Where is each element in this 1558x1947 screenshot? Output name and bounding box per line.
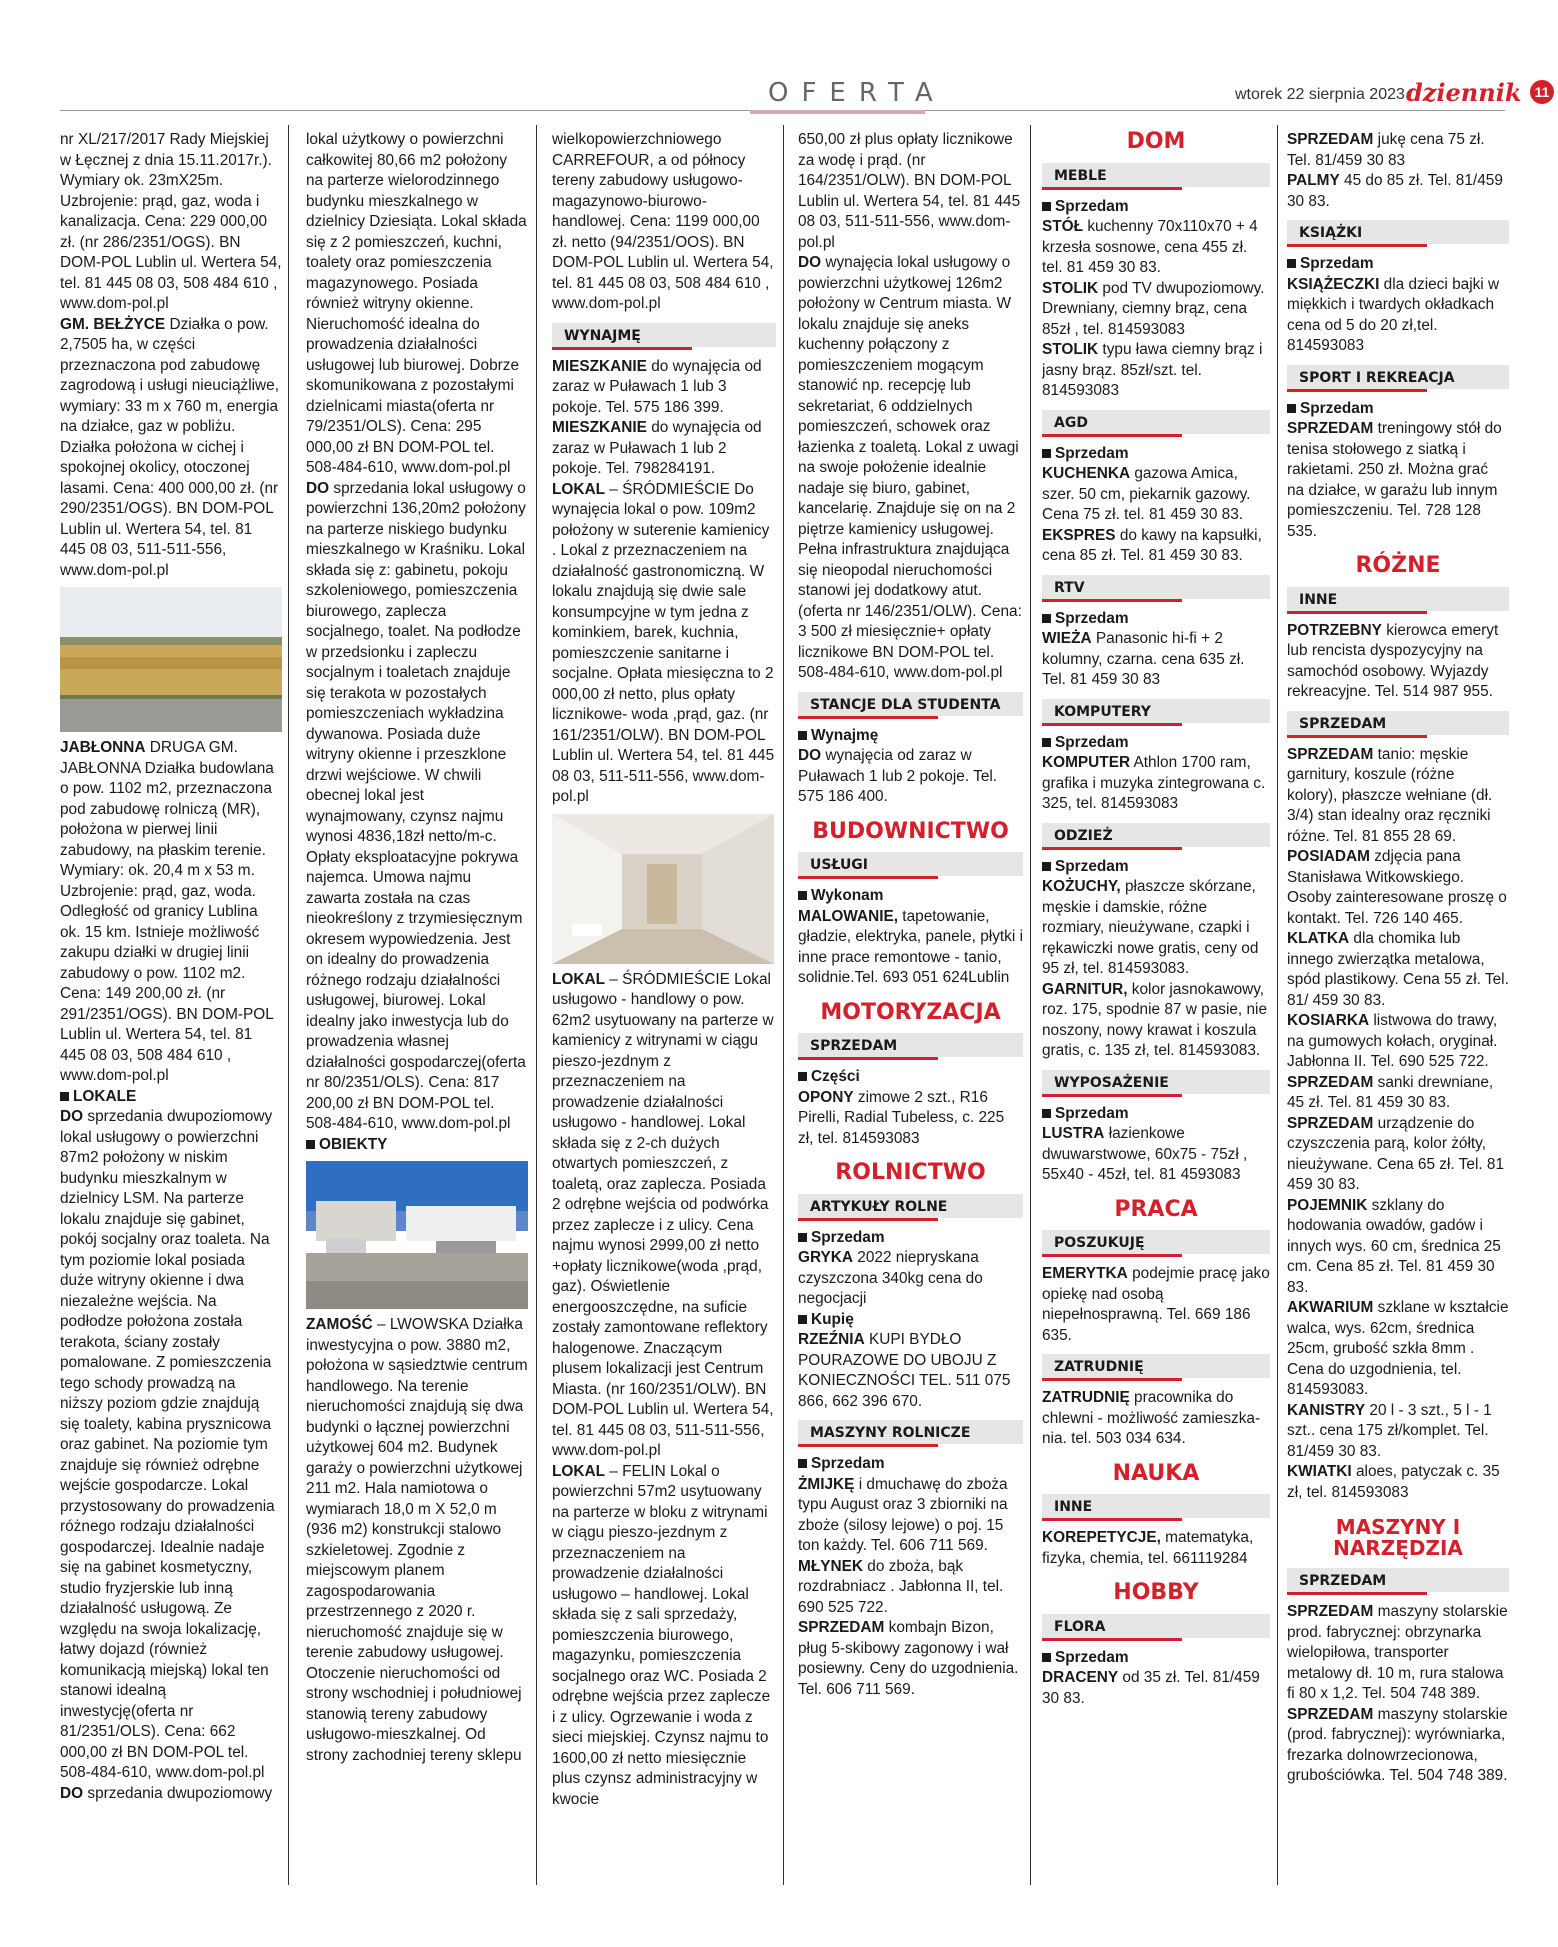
ad-item: KOMPUTER Athlon 1700 ram, grafika i muzyka zintegrowana c. 325, tel. 814593083 [1042,754,1266,812]
ad-item: KOSIARKA listwowa do trawy, na gumowych kołach, oryginał. Jabłonna II. Tel. 690 525 722. [1287,1012,1498,1070]
category-rtv: RTV [1042,575,1270,599]
page-header [55,72,1550,112]
ad-item: MIESZKANIE do wynajęcia od zaraz w Puławach 1 lub 3 pokoje. Tel. 575 186 399. [552,357,762,416]
column-divider [536,125,537,1885]
ad-item: LOKAL – ŚRÓDMIEŚCIE Do wynajęcia lokal o pow. 109m2 położony w suterenie kamienicy . Lokal z przeznaczeniem na działalność gastronomiczną. W lokalu znajdują się dwie sale konsumpcyjne w tym jedna z kominkiem, barek, kuchnia, pomieszczenie sanitarne i socjalne. Opłata miesięczna to 2 000,00 zł netto, plus opłaty licznikowe- woda ,prąd, gaz. (nr 161/2351/OLW). BN DOM-POL Lublin ul. Wertera 54, tel. 81 445 08 03, 511-511-556, www.dom-pol.pl [552,480,775,805]
section-title-underline [750,110,925,114]
ad-item: POTRZEBNY kierowca emeryt lub rencista dyspozycyjny na samochód osobowy. Wyjazdy rekreacyjne. Tel. 514 987 955. [1287,621,1499,700]
ad-item: KANISTRY 20 l - 3 szt., 5 l - 1 szt.. cena 175 zł/komplet. Tel. 81/459 30 83. [1287,1401,1492,1460]
ad-item: SPRZEDAM maszyny stolarskie (prod. fabrycznej): wyrówniarka, frezarka dolnowrzecionowa, grubościówka. Tel. 504 748 389. [1287,1705,1508,1784]
section-dom: DOM [1126,130,1186,154]
category-maszyny-rolnicze: MASZYNY ROLNICZE [798,1420,1023,1444]
category-sport: SPORT I REKREACJA [1287,365,1509,389]
category-ksiazki: KSIĄŻKI [1287,220,1509,244]
ad-item: POJEMNIK szklany do hodowania owadów, gadów i innych wys. 60 cm, średnica 25 cm. Cena 85 zł. Tel. 81 459 30 83. [1287,1196,1501,1296]
subcategory: Sprzedam [798,1454,1023,1475]
subcategory: Sprzedam [1042,733,1270,754]
ad-text: nr XL/217/2017 Rady Miejskiej w Łęcznej z dnia 15.11.2017r.). Wymiary ok. 23mX25m. Uzbrojenie: prąd, gaz, woda i kanalizacja. Cena: 229 000,00 zł. (nr 286/2351/OGS). BN DOM-POL Lublin ul. Wertera 54, tel. 81 445 08 03, 508 484 610 , www.dom-pol.pl [60,131,282,312]
ad-item: DO wynajęcia od zaraz w Puławach 1 lub 2 pokoje. Tel. 575 186 400. [798,747,998,805]
subcategory: Sprzedam [798,1228,1023,1249]
column-divider [1030,125,1031,1885]
ad-item: ZAMOŚĆ – LWOWSKA Działka inwestycyjna o pow. 3880 m2, położona w sąsiedztwie centrum handlowego. Na terenie nieruchomości znajdują się dwa budynki o łącznej powierzchni użytkowej 604 m2. Budynek garaży o powierzchni użytkowej 211 m2. Hala namiotowa o wymiarach 18,0 m X 52,0 m (936 m2) konstrukcji stalowo szkieletowej. Zgodnie z miejscowym planem zagospodarowania przestrzennego z 2020 r. nieruchomość znajduje się w terenie zabudowy usługowej. Otoczenie nieruchomości od strony wschodniej i południowej stanowią tereny zabudowy usługowo-mieszkalnej. Od strony zachodniej tereny sklepu [306,1316,528,1764]
subcategory: Kupię [798,1310,1023,1331]
category-komputery: KOMPUTERY [1042,699,1270,723]
commercial-property-photo [306,1161,528,1309]
ad-item: SPRZEDAM maszyny stolarskie prod. fabrycznej: obrzynarka wielopiłowa, transporter metalowy dł. 10 m, rura stalowa fi 80 x 1,2. Tel. 504 748 389. [1287,1603,1508,1702]
ad-item: MIESZKANIE do wynajęcia od zaraz w Puławach 1 lub 2 pokoje. Tel. 798284191. [552,419,762,477]
ad-item: ŻMIJKĘ i dmuchawę do zboża typu August oraz 3 zbiorniki na zboże (silosy lejowe) o poj. 15 ton każdy. Tel. 606 711 569. [798,1475,1008,1554]
ad-item: GARNITUR, kolor jasnokawowy, roz. 175, spodnie 87 w pasie, nie noszony, nowy krawat i koszula gratis, c. 135 zł, tel. 814593083. [1042,980,1268,1059]
ad-item: SPRZEDAM jukę cena 75 zł. Tel. 81/459 30 83 [1287,131,1485,169]
category-flora: FLORA [1042,1614,1270,1638]
subsection-obiekty: OBIEKTY [306,1135,528,1156]
ad-item: DO sprzedania lokal usługowy o powierzchni 136,20m2 położony na parterze niskiego budynku mieszkalnego w Kraśniku. Lokal składa się z: gabinetu, pokoju szkoleniowego, pomieszczenia biurowego, zaplecza socjalnego, toalet. Na podłodze w przedsionku i zapleczu socjalnym i toaletach znajduje się terakota w pozostałych pomieszczeniach wykładzina dywanowa. Posiada duże witryny okienne i przeszklone drzwi wejściowe. W chwili obecnej lokal jest wynajmowany, czynsz najmu wynosi 4836,18zł netto/m-c. Opłaty eksploatacyjne pokrywa najemca. Umowa najmu zawarta została na czas nieokreślony z trzymiesięcznym okresem wypowiedzenia. Jest on idealny do prowadzenia różnego rodzaju działalności usługowej, biurowej. Lokal idealny jako inwestycja lub do prowadzenia własnej działalności gospodarczej(oferta nr 80/2351/OLS). Cena: 817 200,00 zł BN DOM-POL tel. 508-484-610, www.dom-pol.pl [306,479,526,1132]
category-stancje: STANCJE DLA STUDENTA [798,692,1023,716]
ad-item: KUCHENKA gazowa Amica, szer. 50 cm, piekarnik gazowy. Cena 75 zł. tel. 81 459 30 83. [1042,465,1251,523]
category-sprzedam: SPRZEDAM [1287,711,1509,735]
ad-item: LOKAL – ŚRÓDMIEŚCIE Lokal usługowo - handlowy o pow. 62m2 usytuowany na parterze w kamienicy z witrynami w ciągu pieszo-jezdnym z przeznaczeniem na prowadzenie działalności usługowo - handlowej. Lokal składa się z 2-ch dużych otwartych pomieszczeń, z toaletą, oraz zaplecza. Posiada 2 odrębne wejścia od podwórka przez zaplecze i z ulicy. Cena najmu wynosi 2999,00 zł netto +opłaty licznikowe(woda ,prąd, gaz). Oświetlenie energooszczędne, na suficie zostały zamontowane reflektory halogenowe. Znaczącym plusem lokalizacji jest Centrum Miasta. (nr 160/2351/OLW). BN DOM-POL Lublin ul. Wertera 54, tel. 81 445 08 03, 511-511-556, www.dom-pol.pl [552,970,774,1459]
ad-item: LUSTRA łazienkowe dwuwarstwowe, 60x75 - 75zł , 55x40 - 45zł, tel. 81 4593083 [1042,1125,1248,1183]
subcategory: Sprzedam [1287,254,1509,275]
newspaper-logo: dziennik [1406,78,1522,107]
ad-text: lokal użytkowy o powierzchni całkowitej 80,66 m2 położony na parterze wielorodzinnego budynku mieszkalnego w dzielnicy Dziesiąta. Lokal składa się z 2 pomieszczeń, kuchni, toalety oraz pomieszczenia magazynowego. Posiada również witryny okienne. Nieruchomość idealna do prowadzenia działalności usługowej lub biurowej. Dobrze skomunikowana z pozostałymi dzielnicami miasta(oferta nr 79/2351/OLS). Cena: 295 000,00 zł BN DOM-POL tel. 508-484-610, www.dom-pol.pl [306,131,527,476]
subcategory: Sprzedam [1042,1648,1270,1669]
ad-item: SPRZEDAM kombajn Bizon, pług 5-skibowy zagonowy i wał posiewny. Ceny do uzgodnienia. Tel. 606 711 569. [798,1619,1019,1698]
category-inne: INNE [1287,587,1509,611]
section-nauka: NAUKA [1112,1460,1200,1486]
ad-item: GM. BEŁŻYCE Działka o pow. 2,7505 ha, w części przeznaczona pod zabudowę zagrodową i usługi nieuciążliwe, wymiary: 33 m x 760 m, energia na działce, gaz w pobliżu. Działka położona w cichej i spokojnej okolicy, otoczonej lasami. Cena: 400 000,00 zł. (nr 290/2351/OGS). BN DOM-POL Lublin ul. Wertera 54, tel. 81 445 08 03, 511-511-556, www.dom-pol.pl [60,315,280,579]
section-motoryzacja: MOTORYZACJA [820,999,1001,1025]
column-divider [783,125,784,1885]
ad-item: EKSPRES do kawy na kapsułki, cena 85 zł. Tel. 81 459 30 83. [1042,526,1262,564]
ad-item: SPRZEDAM treningowy stół do tenisa stołowego z siatką i rakietami. 250 zł. Można grać na działce, w garażu lub innym pomieszczeniu. Tel. 728 128 535. [1287,420,1502,540]
section-rozne: RÓŻNE [1355,553,1441,578]
ad-item: SPRZEDAM tanio: męskie garnitury, koszule (różne kolory), płaszcze wełniane (dł. 3/4) stan idealny oraz ręczniki różne. Tel. 81 855 28 69. [1287,745,1493,845]
category-sprzedam: SPRZEDAM [1287,1568,1509,1592]
ad-item: DO sprzedania dwupoziomowy [60,1784,273,1802]
ad-item: LOKAL – FELIN Lokal o powierzchni 57m2 usytuowany na parterze w bloku z witrynami w ciągu pieszo-jezdnym z przeznaczeniem na prowadzenie działalności usługowo – handlowej. Lokal składa się z sali sprzedaży, pomieszczenia biurowego, magazynku, pomieszczenia socjalnego oraz WC. Posiada 2 odrębne wejścia przez zaplecze i z ulicy. Ogrzewanie i woda z sieci miejskiej. Czynsz najmu to 1600,00 zł netto miesięcznie plus czynsz administracyjny w kwocie [552,1462,771,1808]
column-2 [306,130,528,1880]
ad-item: DO sprzedania dwupoziomowy lokal usługowy o powierzchni 87m2 położony w niskim budynku mieszkalnym w dzielnicy LSM. Na parterze lokalu znajduje się gabinet, pokój socjalny oraz toaleta. Na tym poziomie lokal posiada duże witryny okienne i dwa niezależne wejścia. Na podłodze położona została terakota, ściany zostały pomalowane. Z pomieszczenia tego schody prowadzą na niższy poziom gdzie znajdują się toalety, kabina prysznicowa oraz gabinet. Na poziomie tym znajduje się również odrębne wejście gospodarcze. Lokal przystosowany do prowadzenia różnego rodzaju działalności gospodarczej. Idealnie nadaje się na gabinet kosmetyczny, studio fryzjerskie lub inną działalność usługową. Ze względu na swoja lokalizację, łatwy dojazd (również komunikacją miejską) lokal ten stanowi idealną inwestycję(oferta nr 81/2351/OLS). Cena: 662 000,00 zł BN DOM-POL tel. 508-484-610, www.dom-pol.pl [60,1108,275,1781]
ad-item: POSIADAM zdjęcia pana Stanisława Witkowskiego. Osoby zainteresowane proszę o kontakt. Tel. 726 140 465. [1287,848,1507,927]
ad-item: KWIATKI aloes, patyczak c. 35 zł, tel. 814593083 [1287,1463,1500,1501]
column-divider [288,125,289,1885]
category-wynajme: WYNAJMĘ [552,323,776,347]
page-number: 11 [1530,80,1554,104]
ad-item: MŁYNEK do zboża, bąk rozdrabniacz . Jabłonna II, tel. 690 525 722. [798,1557,1004,1616]
ad-item: ZATRUDNIĘ pracownika do chlewni - możliwość zamieszka-nia. tel. 503 034 634. [1042,1389,1261,1447]
subcategory: Sprzedam [1042,444,1270,465]
category-artykuly-rolne: ARTYKUŁY ROLNE [798,1194,1023,1218]
issue-date: wtorek 22 sierpnia 2023 [1235,86,1405,103]
category-inne: INNE [1042,1494,1270,1518]
ad-item: KOREPETYCJE, matematyka, fizyka, chemia, tel. 661119284 [1042,1529,1254,1567]
ad-item: MALOWANIE, tapetowanie, gładzie, elektryka, panele, płytki i inne prace remontowe - tanio, solidnie.Tel. 693 051 624Lublin [798,907,1023,986]
ad-text: 650,00 zł plus opłaty licznikowe za wodę i prąd. (nr 164/2351/OLW). BN DOM-POL Lublin ul. Wertera 54, tel. 81 445 08 03, 511-511-556, www.dom-pol.pl [798,131,1021,251]
ad-text: wielkopowierzchniowego CARREFOUR, a od północy tereny zabudowy usługowo-magazynowo-biurowo-handlowej. Cena: 1199 000,00 zł. netto (94/2351/OOS). BN DOM-POL Lublin ul. Wertera 54, tel. 81 445 08 03, 508 484 610 , www.dom-pol.pl [552,131,774,312]
ad-item: STÓŁ kuchenny 70x110x70 + 4 krzesła sosnowe, cena 455 zł. tel. 81 459 30 83. [1042,218,1258,276]
section-rolnictwo: ROLNICTWO [835,1160,986,1185]
ad-item: OPONY zimowe 2 szt., R16 Pirelli, Radial Tubeless, c. 225 zł, tel. 814593083 [798,1088,1005,1147]
column-4 [798,130,1023,1880]
ad-item: DRACENY od 35 zł. Tel. 81/459 30 83. [1042,1669,1260,1707]
ad-item: DO wynajęcia lokal usługowy o powierzchni użytkowej 126m2 położony w Centrum miasta. W lokalu znajduje się aneks kuchenny połączony z pomieszczeniem mogącym stanowić np. recepcję lub sekretariat, 6 oddzielnych pomieszczeń, schowek oraz łazienka z toaletą. Lokal z uwagi na swoje położenie idealnie nadaje się biuro, gabinet, kancelarię. Znajduje się on na 2 piętrze kamienicy usługowej. Pełna infrastruktura znajdująca się nieopodal nieruchomości stanowi jej dodatkowy atut. (oferta nr 146/2351/OLW). Cena: 3 500 zł miesięcznie+ opłaty licznikowe BN DOM-POL tel. 508-484-610, www.dom-pol.pl [798,254,1022,681]
ad-item: PALMY 45 do 85 zł. Tel. 81/459 30 83. [1287,172,1503,210]
category-meble: MEBLE [1042,163,1270,187]
column-5 [1042,130,1270,1880]
subcategory: Części [798,1067,1023,1088]
subcategory: Wynajmę [798,726,1023,747]
ad-item: SPRZEDAM urządzenie do czyszczenia parą, kolor żółty, nieużywane. Cena 65 zł. Tel. 81 459 30 83. [1287,1114,1505,1193]
category-uslugi: USŁUGI [798,852,1023,876]
section-praca: PRACA [1114,1196,1198,1222]
ad-item: WIEŻA Panasonic hi-fi + 2 kolumny, czarna. cena 635 zł. Tel. 81 459 30 83 [1042,630,1245,688]
subcategory: Wykonam [798,886,1023,907]
column-6 [1287,130,1509,1880]
ad-item: KLATKA dla chomika lub innego zwierzątka metalowa, spód plastikowy. Cena 55 zł. Tel. 81/ 459 30 83. [1287,930,1509,1009]
category-sprzedam: SPRZEDAM [798,1033,1023,1057]
category-odziez: ODZIEŻ [1042,823,1270,847]
category-agd: AGD [1042,410,1270,434]
ad-item: JABŁONNA DRUGA GM. JABŁONNA Działka budowlana o pow. 1102 m2, przeznaczona pod zabudowę rolniczą (MR), położona w pierwej linii zabudowy, na płaskim terenie. Wymiary: ok. 20,4 m x 53 m. Uzbrojenie: prąd, gaz, woda. Odległość od granicy Lublina ok. 15 km. Istnieje możliwość zakupu działki w drugiej linii zabudowy o pow. 1102 m2. Cena: 149 200,00 zł. (nr 291/2351/OGS). BN DOM-POL Lublin ul. Wertera 54, tel. 81 445 08 03, 508 484 610 , www.dom-pol.pl [60,739,274,1084]
subsection-lokale: LOKALE [60,1087,282,1108]
column-divider [1277,125,1278,1885]
ad-item: EMERYTKA podejmie pracę jako opiekę nad osobą niepełnosprawną. Tel. 669 186 635. [1042,1265,1270,1344]
interior-photo [552,814,776,964]
column-3 [552,130,776,1880]
ad-item: SPRZEDAM sanki drewniane, 45 zł. Tel. 81 459 30 83. [1287,1073,1494,1111]
ad-item: GRYKA 2022 niepryskana czyszczona 340kg cena do negocjacji [798,1249,983,1307]
ad-item: AKWARIUM szklane w kształcie walca, wys. 62cm, średnica 25cm, grubość szkła 8mm . Cena do uzgodnienia, tel. 814593083. [1287,1299,1509,1398]
subcategory: Sprzedam [1042,1104,1270,1125]
section-budownictwo: BUDOWNICTWO [812,818,1009,844]
section-title: OFERTA [768,78,946,108]
subcategory: Sprzedam [1042,197,1270,218]
category-wyposazenie: WYPOSAŻENIE [1042,1070,1270,1094]
section-maszyny: MASZYNY I NARZĘDZIA [1333,1515,1463,1560]
section-hobby: HOBBY [1113,1580,1199,1605]
ad-item: STOLIK pod TV dwupoziomowy. Drewniany, ciemny brąz, cena 85zł , tel. 814593083 [1042,279,1265,338]
category-zatrudnie: ZATRUDNIĘ [1042,1354,1270,1378]
column-1 [60,130,282,1880]
field-photo [60,587,282,732]
ad-item: KOŻUCHY, płaszcze skórzane, męskie i damskie, różne rozmiary, nieużywane, czapki i rękawiczki nowe gratis, ceny od 95 zł, tel. 814593083. [1042,878,1259,977]
subcategory: Sprzedam [1042,609,1270,630]
subcategory: Sprzedam [1042,857,1270,878]
ad-item: RZEŹNIA KUPI BYDŁO POURAZOWE DO UBOJU Z KONIECZNOŚCI TEL. 511 075 866, 662 396 670. [798,1331,1011,1410]
ad-item: KSIĄŻECZKI dla dzieci bajki w miękkich i twardych okładkach cena od 5 do 20 zł,tel. 814593083 [1287,275,1500,354]
category-poszukuje: POSZUKUJĘ [1042,1230,1270,1254]
ad-item: STOLIK typu ława ciemny brąz i jasny brąz. 85zł/szt. tel. 814593083 [1042,341,1263,399]
subcategory: Sprzedam [1287,399,1509,420]
